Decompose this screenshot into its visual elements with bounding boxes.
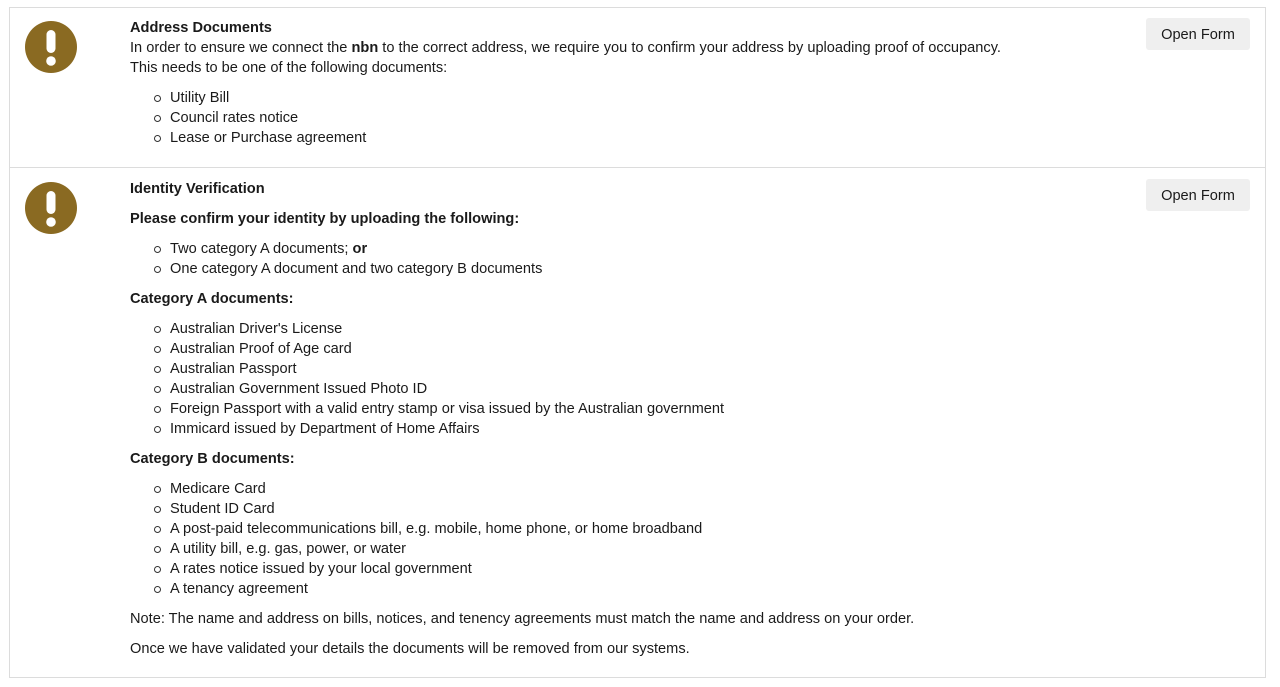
list-item: Australian Proof of Age card xyxy=(154,339,1030,359)
list-item: Australian Driver's License xyxy=(154,319,1030,339)
closing-text: Once we have validated your details the documents will be removed from our systems. xyxy=(130,641,690,657)
list-item: Medicare Card xyxy=(154,479,1030,499)
confirm-identity-heading: Please confirm your identity by uploading the following: xyxy=(130,211,520,227)
open-form-button[interactable]: Open Form xyxy=(1146,179,1250,211)
section-title: Identity Verification xyxy=(130,181,265,197)
exclamation-circle-icon xyxy=(25,182,77,234)
list-item: One category A document and two category B documents xyxy=(154,259,1030,279)
address-documents-section xyxy=(10,8,1265,168)
section-title: Address Documents xyxy=(130,20,272,36)
category-b-heading: Category B documents: xyxy=(130,451,295,467)
category-a-list xyxy=(130,319,1030,439)
list-item: Australian Government Issued Photo ID xyxy=(154,379,1030,399)
list-item: Utility Bill xyxy=(154,88,1030,108)
list-item: Council rates notice xyxy=(154,108,1030,128)
address-intro xyxy=(130,38,1030,78)
list-item: Australian Passport xyxy=(154,359,1030,379)
identity-options-list xyxy=(130,239,1030,279)
list-item: A utility bill, e.g. gas, power, or water xyxy=(154,539,1030,559)
exclamation-circle-icon xyxy=(25,21,77,73)
list-item: A post-paid telecommunications bill, e.g. mobile, home phone, or home broadband xyxy=(154,519,1030,539)
identity-verification-content xyxy=(130,179,1030,659)
identity-verification-section xyxy=(10,168,1265,678)
list-item: A tenancy agreement xyxy=(154,579,1030,599)
list-item: A rates notice issued by your local government xyxy=(154,559,1030,579)
open-form-button[interactable]: Open Form xyxy=(1146,18,1250,50)
category-b-list xyxy=(130,479,1030,599)
list-item: Student ID Card xyxy=(154,499,1030,519)
list-item: Immicard issued by Department of Home Affairs xyxy=(154,419,1030,439)
address-documents-list xyxy=(130,88,1030,148)
list-item: Lease or Purchase agreement xyxy=(154,128,1030,148)
requirements-panel xyxy=(9,7,1266,678)
list-item xyxy=(154,239,1030,259)
category-a-heading: Category A documents: xyxy=(130,291,294,307)
nbn-brand-text: nbn xyxy=(351,40,379,56)
option-text: Two category A documents; xyxy=(170,241,353,257)
address-intro-post: to the correct address, we require you to confirm your address by uploading proof of occupancy. This needs to be one of the following documents: xyxy=(130,40,1001,76)
address-intro-pre: In order to ensure we connect the xyxy=(130,40,352,56)
option-or-text: or xyxy=(352,241,368,257)
note-text: Note: The name and address on bills, notices, and tenency agreements must match the name and address on your order. xyxy=(130,611,915,627)
address-documents-content xyxy=(130,18,1030,158)
list-item: Foreign Passport with a valid entry stamp or visa issued by the Australian government xyxy=(154,399,1030,419)
